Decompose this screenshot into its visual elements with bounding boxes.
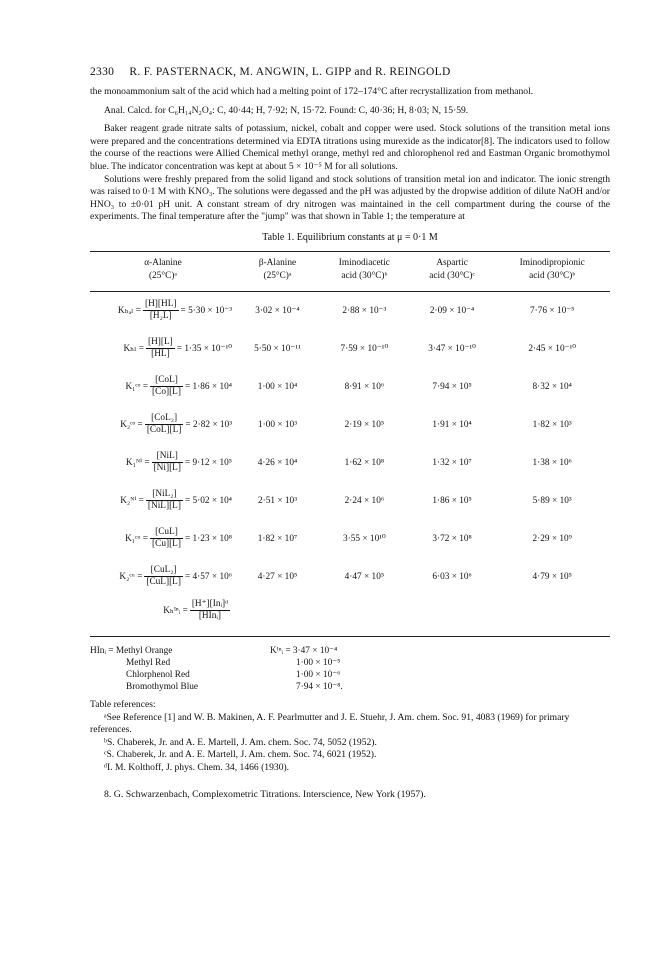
value-cell bbox=[410, 596, 495, 626]
value-cell bbox=[319, 596, 410, 626]
value-cell: 1·62 × 10⁸ bbox=[344, 457, 385, 468]
value-cell: 3·02 × 10⁻⁴ bbox=[255, 306, 300, 317]
value-cell: 3·47 × 10⁻¹⁰ bbox=[428, 344, 476, 355]
table-row bbox=[90, 368, 610, 406]
value-cell: 8·91 × 10⁶ bbox=[344, 381, 385, 392]
indicator-name: HInᵢ = Methyl Orange bbox=[90, 645, 173, 656]
denominator: [H₂L] bbox=[149, 311, 172, 322]
value-cell: 2·24 × 10⁶ bbox=[344, 495, 385, 506]
table-row bbox=[90, 330, 610, 368]
denominator: [CoL][L] bbox=[146, 425, 182, 436]
indicator-name: Methyl Red bbox=[126, 657, 171, 668]
equilibrium-table bbox=[90, 251, 610, 626]
table-row bbox=[90, 482, 610, 520]
numerator: [CuL₂] bbox=[144, 565, 183, 577]
value-cell bbox=[494, 596, 610, 626]
col-header-5: Iminodipropionic acid (30°C)ᵇ bbox=[519, 257, 585, 281]
constant-symbol: K₂ᴺⁱ = bbox=[120, 496, 144, 507]
table-row bbox=[90, 444, 610, 482]
value-cell: 1·82 × 10⁷ bbox=[257, 533, 298, 544]
col-header-4: Aspartic acid (30°C)ᶜ bbox=[429, 257, 475, 281]
alpha-alanine-value: = 1·35 × 10⁻¹⁰ bbox=[176, 344, 232, 355]
col-header-1: α-Alanine (25°C)ᵃ bbox=[144, 257, 182, 281]
equation-cell bbox=[90, 330, 236, 368]
constant-symbol: K₂ᶜᵒ = bbox=[120, 419, 143, 430]
indicator-row bbox=[90, 657, 610, 669]
paragraph-3: Baker reagent grade nitrate salts of potassium, nickel, cobalt and copper were used. Stock solutions of the transition metal ions were prepared and the concentrations determined via EDTA titrations using murexide as the indicator[8]. The indicators used to follow the course of the reactions were Allied Chemical methyl orange, methyl red and chlorophenol red and Eastman Organic bromothymol blue. The indicator concentration was kept at about 5 × 10⁻⁵ M for all solutions. bbox=[90, 123, 610, 172]
table-row bbox=[90, 558, 610, 596]
value-cell: 4·26 × 10⁴ bbox=[257, 457, 298, 468]
page bbox=[90, 66, 610, 800]
paragraph-4: Solutions were freshly prepared from the solid ligand and stock solutions of transition metal ion and indicator. The ionic strength was raised to 0·1 M with KNO₃. The solutions were degassed and the pH was adjusted by the dropwise addition of dilute NaOH and/or HNO₃ to ±0·01 pH unit. A constant stream of dry nitrogen was maintained in the cell compartment during the course of the experiments. The final temperature after the "jump" was that shown in Table 1; the temperature at bbox=[90, 173, 610, 223]
reference-c: ᶜS. Chaberek, Jr. and A. E. Martell, J. Am. chem. Soc. 74, 6021 (1952). bbox=[104, 749, 377, 761]
reference-b: ᵇS. Chaberek, Jr. and A. E. Martell, J. Am. chem. Soc. 74, 5052 (1952). bbox=[104, 736, 377, 748]
numerator: [H][L] bbox=[148, 337, 173, 348]
numerator: [NiL₂] bbox=[146, 489, 183, 501]
value-cell: 2·45 × 10⁻¹⁰ bbox=[528, 344, 577, 355]
indicator-constants bbox=[90, 636, 610, 693]
fraction bbox=[146, 337, 175, 360]
fraction bbox=[190, 599, 230, 622]
constant-symbol: Kₕᴵⁿᵢ = bbox=[163, 606, 188, 617]
equation-cell bbox=[90, 482, 236, 520]
indicator-constant: 1·00 × 10⁻⁶ bbox=[296, 669, 341, 680]
col-header-2: β-Alanine (25°C)ᵃ bbox=[258, 257, 297, 281]
alpha-alanine-value: = 4·57 × 10⁶ bbox=[184, 571, 232, 582]
value-cell: 3·55 × 10¹⁰ bbox=[342, 534, 386, 545]
value-cell: 2·51 × 10³ bbox=[257, 495, 297, 506]
table-title: Table 1. Equilibrium constants at μ = 0·1 M bbox=[262, 231, 438, 243]
table-references bbox=[90, 699, 610, 775]
value-cell: 1·00 × 10⁴ bbox=[257, 381, 298, 392]
fraction bbox=[150, 375, 183, 398]
value-cell: 1·00 × 10³ bbox=[257, 419, 297, 430]
reference-d: ᵈI. M. Kolthoff, J. phys. Chem. 34, 1466 (1930). bbox=[104, 761, 290, 773]
value-cell: 7·59 × 10⁻¹⁰ bbox=[340, 344, 389, 355]
paragraph-1: the monoammonium salt of the acid which had a melting point of 172–174°C after recrystallization from methanol. bbox=[90, 86, 534, 97]
page-number: 2330 bbox=[90, 66, 115, 78]
value-cell: 1·32 × 10⁷ bbox=[432, 457, 472, 468]
indicator-constant: 7·94 × 10⁻⁸. bbox=[296, 681, 343, 692]
table-row bbox=[90, 291, 610, 330]
value-cell: 6·03 × 10⁶ bbox=[432, 571, 472, 582]
value-cell: 3·72 × 10⁸ bbox=[432, 533, 472, 544]
denominator: [HL] bbox=[151, 349, 170, 360]
constant-symbol: Kₕₐₗ = bbox=[117, 306, 141, 317]
table-row bbox=[90, 520, 610, 558]
value-cell: 4·47 × 10⁵ bbox=[344, 571, 385, 582]
equation-cell bbox=[90, 596, 236, 626]
value-cell: 1·86 × 10⁵ bbox=[432, 495, 472, 506]
value-cell: 2·09 × 10⁻⁴ bbox=[429, 306, 475, 317]
fraction bbox=[150, 527, 183, 550]
value-cell: 8·32 × 10⁴ bbox=[532, 381, 572, 392]
indicator-constant: 1·00 × 10⁻⁵ bbox=[296, 657, 341, 668]
constant-symbol: K₂ᶜᵘ = bbox=[119, 571, 143, 582]
fraction bbox=[145, 413, 184, 436]
fraction bbox=[146, 489, 183, 512]
indicator-row bbox=[90, 669, 610, 681]
equation-cell bbox=[90, 406, 236, 444]
denominator: [NiL][L] bbox=[147, 501, 181, 512]
analysis-line: Anal. Calcd. for C₆H₁₄N₂O₄: C, 40·44; H, 7·92; N, 15·72. Found: C, 40·36; H, 8·03; N, 15·59. bbox=[104, 104, 469, 116]
equation-cell bbox=[90, 520, 236, 558]
running-header bbox=[90, 66, 610, 86]
numerator: [H][HL] bbox=[145, 299, 177, 310]
constant-symbol: K₁ᴺⁱ = bbox=[125, 458, 150, 469]
denominator: [CuL][L] bbox=[146, 577, 181, 588]
numerator: [H⁺][Inᵢ]ᵈ bbox=[191, 599, 228, 610]
value-cell: 1·82 × 10³ bbox=[532, 419, 572, 430]
col-header-3: Iminodiacetic acid (30°C)ᵇ bbox=[338, 257, 390, 281]
equation-cell bbox=[90, 444, 236, 482]
value-cell: 4·27 × 10⁵ bbox=[257, 571, 298, 582]
denominator: [Ni][L] bbox=[153, 463, 181, 474]
constant-symbol: Kₕₗ = bbox=[123, 344, 144, 355]
reference-a: ᵃSee Reference [1] and W. B. Makinen, A. F. Pearlmutter and J. E. Stuehr, J. Am. chem. Soc. 91, 4083 (1969) for primary references. bbox=[90, 711, 570, 736]
indicator-row bbox=[90, 645, 610, 657]
value-cell: 2·29 × 10⁹ bbox=[532, 533, 572, 544]
alpha-alanine-value: = 5·02 × 10⁴ bbox=[184, 495, 232, 506]
numerator: [CuL] bbox=[150, 527, 183, 539]
value-cell: 5·50 × 10⁻¹¹ bbox=[254, 344, 301, 355]
value-cell: 7·94 × 10⁵ bbox=[432, 381, 472, 392]
value-cell: 2·19 × 10⁵ bbox=[344, 419, 385, 430]
denominator: [Cu][L] bbox=[152, 539, 181, 550]
numerator: [CoL] bbox=[150, 375, 183, 387]
value-cell: 4·79 × 10⁵ bbox=[532, 571, 572, 582]
alpha-alanine-value: = 1·23 × 10⁸ bbox=[184, 533, 232, 544]
fraction bbox=[143, 299, 179, 322]
value-cell: 1·38 × 10⁶ bbox=[532, 457, 572, 468]
numerator: [CoL₂] bbox=[145, 413, 184, 425]
author-line: R. F. PASTERNACK, M. ANGWIN, L. GIPP and R. REINGOLD bbox=[129, 66, 451, 78]
alpha-alanine-value: = 2·82 × 10³ bbox=[185, 419, 232, 430]
indicator-constant: Kᴵⁿᵢ = 3·47 × 10⁻⁴ bbox=[270, 645, 338, 656]
equation-cell bbox=[90, 291, 236, 330]
references-heading: Table references: bbox=[90, 698, 156, 710]
denominator: [Co][L] bbox=[152, 387, 181, 398]
value-cell: 7·76 × 10⁻⁵ bbox=[530, 306, 575, 317]
value-cell: 1·91 × 10⁴ bbox=[432, 419, 472, 430]
table-row bbox=[90, 596, 610, 626]
table-row bbox=[90, 406, 610, 444]
alpha-alanine-value: = 9·12 × 10⁵ bbox=[184, 457, 232, 468]
indicator-name: Chlorphenol Red bbox=[126, 669, 190, 680]
alpha-alanine-value: = 5·30 × 10⁻³ bbox=[180, 306, 232, 317]
value-cell: 2·88 × 10⁻³ bbox=[342, 306, 387, 317]
constant-symbol: K₁ᶜᵘ = bbox=[125, 533, 149, 544]
alpha-alanine-value: = 1·86 × 10⁴ bbox=[184, 381, 232, 392]
numerator: [NiL] bbox=[152, 451, 183, 463]
fraction bbox=[152, 451, 183, 474]
equation-cell bbox=[90, 368, 236, 406]
footnote-8: 8. G. Schwarzenbach, Complexometric Titrations. Interscience, New York (1957). bbox=[104, 788, 426, 800]
denominator: [HInᵢ] bbox=[198, 611, 221, 622]
constant-symbol: K₁ᶜᵒ = bbox=[125, 381, 149, 392]
fraction bbox=[144, 565, 183, 588]
indicator-name: Bromothymol Blue bbox=[126, 681, 199, 692]
value-cell bbox=[236, 596, 319, 626]
equation-cell bbox=[90, 558, 236, 596]
indicator-row bbox=[90, 681, 610, 693]
value-cell: 5·89 × 10³ bbox=[532, 495, 572, 506]
